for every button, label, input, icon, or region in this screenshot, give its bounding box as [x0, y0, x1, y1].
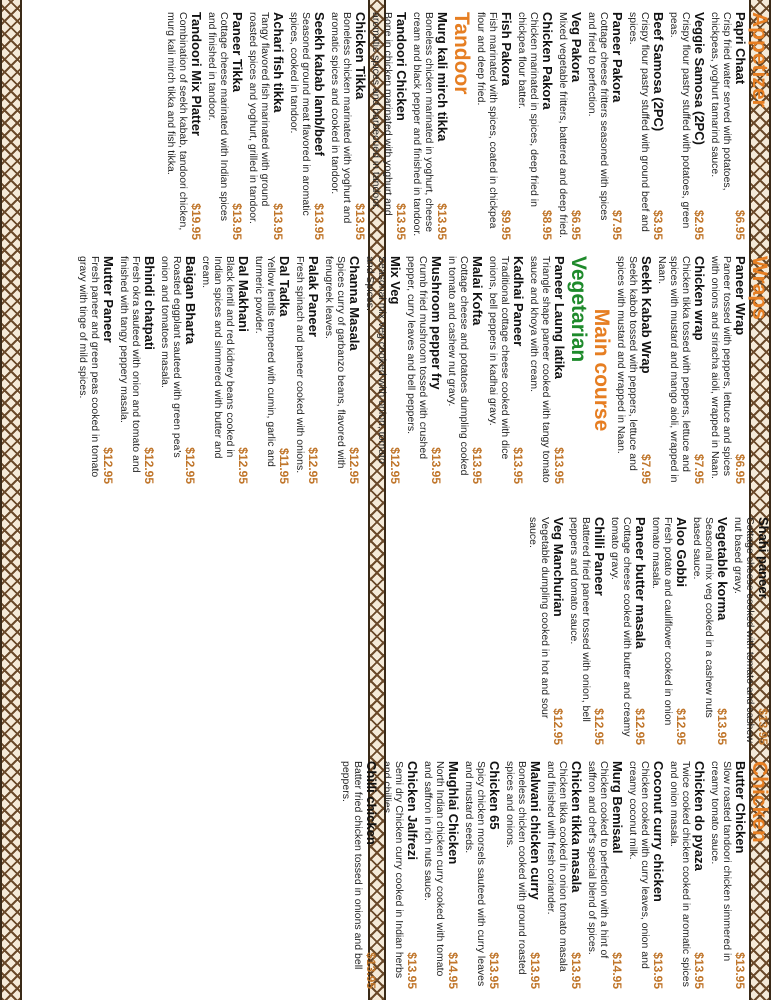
menu-item-name: Murg Bemisaal	[610, 761, 625, 854]
menu-item-description: Crisp fried water served with potatoes, chickpeas, yoghurt tamarind sauce.	[709, 12, 733, 191]
menu-item-description: Yellow lentils tempered with cumin, garlic and turmeric powder.	[253, 256, 277, 467]
menu-item-price: $2.95	[692, 209, 706, 240]
menu-item-description: Mixed vegetable fritters, battered and deep fried.	[557, 12, 569, 238]
menu-item-header	[552, 256, 567, 484]
menu-item-header	[610, 12, 625, 240]
menu-item-description: Boneless chicken cooked with ground roasted spices and onions.	[504, 761, 528, 975]
menu-column	[75, 250, 771, 490]
menu-item-price: $13.95	[435, 203, 449, 240]
menu-item-price: $6.95	[733, 453, 747, 484]
menu-item-name: Shahi paneer	[756, 517, 771, 599]
menu-item-description: Battered fried paneer tossed with onion, bell peppers and tomato sauce.	[568, 517, 592, 722]
menu-item	[668, 761, 707, 989]
menu-item-description: Chicken tikka tossed with peppers, lettuce and spices with mustard and mango aioli, wrapped in Naan.	[656, 256, 692, 483]
menu-item-name: Seekh kabab lamb/beef	[312, 12, 327, 156]
menu-item-price: $8.95	[540, 209, 554, 240]
menu-item-price: $12.95	[347, 447, 361, 484]
menu-item-description: Bone in chicken marinated with yoghurt and aromatic spices and barbecued in tandoor.	[370, 12, 394, 216]
menu-item	[329, 12, 368, 240]
menu-item-price: $9.95	[499, 209, 513, 240]
menu-item-name: Butter Chicken	[733, 761, 748, 854]
menu-item	[294, 256, 321, 484]
menu-item-name: Papri Chaat	[733, 12, 748, 85]
menu-item-description: Seasonal mix veg cooked in a cashew nuts based sauce.	[691, 517, 715, 718]
menu-column	[525, 511, 771, 751]
menu-item	[545, 761, 584, 989]
menu-item-header	[470, 256, 485, 484]
menu-item-name: Aloo Gobbi	[674, 517, 689, 588]
menu-item	[381, 761, 420, 989]
menu-item-name: Fish Pakora	[499, 12, 514, 86]
menu-item-header	[101, 256, 116, 484]
menu-item-name: Chicken tikka masala	[569, 761, 584, 893]
menu-item-name: Kadhai Paneer	[511, 256, 526, 347]
menu-item-price: $13.95	[487, 952, 501, 989]
menu-item-price: $12.95	[236, 447, 250, 484]
menu-item-name: Chicken Jalfrezi	[405, 761, 420, 860]
menu-item-header	[569, 761, 584, 989]
menu-item	[323, 256, 362, 484]
menu-item-header	[446, 761, 461, 989]
menu-item-name: Veg Pakora	[569, 12, 584, 83]
menu-item-price: $12.95	[592, 708, 606, 745]
menu-item-header	[388, 256, 403, 484]
menu-item	[609, 517, 648, 745]
menu-item-price: $13.95	[715, 708, 729, 745]
menu-item-price: $13.95	[394, 203, 408, 240]
menu-item-name: Chicken 65	[487, 761, 502, 830]
menu-item-name: Seekh Kabab Wrap	[639, 256, 654, 374]
menu-item-description: Cottage cheese marinated with Indian spices and finished in tandoor.	[206, 12, 230, 221]
menu-item-header	[715, 517, 730, 745]
menu-item-description: Vegetable dumpling cooked in hot and sour sauce.	[527, 517, 551, 719]
menu-item-name: Chilli Paneer	[592, 517, 607, 596]
menu-item-name: Vegetable korma	[715, 517, 730, 621]
menu-item-description: Seasonal mix veg cooked with onion, tomato and Spices.	[364, 256, 388, 464]
menu-item	[340, 761, 379, 989]
menu-item-name: Mix Veg	[388, 256, 403, 305]
menu-item-header	[592, 517, 607, 745]
section-title-tandoor: Tandoor	[450, 12, 473, 95]
menu-item-name: Tandoori Chicken	[394, 12, 409, 121]
menu-item-description: Chicken cooked to perfection with a hint of saffron and chef's special blend of spices.	[586, 761, 610, 959]
menu-item	[206, 12, 245, 240]
menu-item-description: Cottage cheese cooked with tomato and cashew nut based gravy.	[732, 517, 756, 743]
menu-item	[463, 761, 502, 989]
menu-item-description: Chicken tikka cooked in onion tomato masala and finished with fresh coriander.	[545, 761, 569, 972]
menu-item	[691, 517, 730, 745]
menu-item-description: Twice cooked chicken cooked in aromatic spices and onion masala.	[668, 761, 692, 987]
menu-item	[370, 12, 409, 240]
section-title-wraps: Wraps	[748, 256, 771, 320]
menu-item-name: Paneer Laung latika	[552, 256, 567, 379]
menu-item-header	[499, 12, 514, 240]
menu-item-description: Fresh okra sauteed with onion and tomato and finished with tangy peppery masala.	[118, 256, 142, 473]
menu-item-description: Cottage cheese cooked with butter and creamy tomato gravy.	[609, 517, 633, 737]
menu-item-header	[610, 761, 625, 989]
menu-item-price: $13.95	[569, 952, 583, 989]
menu-item-description: Cottage cheese and potatoes dumpling cooked in tomato and cashew nut gravy.	[446, 256, 470, 476]
menu-page-right	[0, 505, 771, 1000]
menu-item-description: Chicken marinated in spices, deep fried in chickpea flour batter.	[516, 12, 540, 207]
menu-item-price: $13.95	[429, 447, 443, 484]
menu-item-header	[633, 517, 648, 745]
menu-item-description: Fresh potato and cauliflower cooked in onion tomato masala.	[650, 517, 674, 726]
menu-item-description: Crispy flour pastry stuffed with ground beef and spices.	[627, 12, 651, 232]
menu-item-name: Veg Manchurian	[551, 517, 566, 617]
menu-item-header	[306, 256, 321, 484]
menu-item-price: $13.95	[405, 952, 419, 989]
menu-item-description: Triangle shape paneer cooked with tangy tomato sauce and khoya with cream.	[528, 256, 552, 483]
menu-item-header	[405, 761, 420, 989]
menu-item	[288, 12, 327, 240]
menu-item-price: $7.95	[610, 209, 624, 240]
menu-item-price: $14.95	[610, 952, 624, 989]
menu-item-name: Bhindi chatpati	[142, 256, 157, 350]
menu-item	[159, 256, 198, 484]
menu-page-left	[0, 0, 771, 495]
menu-item-header	[692, 12, 707, 240]
menu-item-name: Malwani chicken curry	[528, 761, 543, 900]
menu-item-header	[692, 256, 707, 484]
menu-item-price: $13.95	[552, 447, 566, 484]
menu-item	[516, 12, 555, 240]
menu-item-header	[733, 12, 748, 240]
menu-item-price: $13.95	[511, 447, 525, 484]
menu-item	[709, 761, 748, 989]
section-title-main-course: Main course	[590, 308, 613, 432]
menu-item-name: Baigan Bharta	[183, 256, 198, 345]
menu-item-price: $13.95	[733, 952, 747, 989]
menu-item-description: North Indian chicken curry cooked with tomato and saffron in rich nuts sauce.	[422, 761, 446, 977]
menu-item	[77, 256, 116, 484]
menu-item	[557, 12, 584, 240]
menu-item-header	[236, 256, 251, 484]
menu-item-header	[639, 256, 654, 484]
menu-item-name: Chicken Tikka	[353, 12, 368, 100]
menu-item-header	[183, 256, 198, 484]
menu-item-name: Beef Samosa (2PC)	[651, 12, 666, 132]
menu-item	[627, 12, 666, 240]
menu-item-description: Fish marinated with spices, coated in chickpea flour and deep fried.	[475, 12, 499, 229]
menu-item-header	[189, 12, 204, 240]
menu-item-description: Combination of seekh kabab, tandoori chicken, murg kali mirch tikka and fish tikka.	[165, 12, 189, 231]
menu-item-price: $12.95	[674, 708, 688, 745]
menu-item	[422, 761, 461, 989]
menu-item	[165, 12, 204, 240]
section-title-chicken: Chicken	[748, 761, 771, 843]
menu-item	[475, 12, 514, 240]
menu-item-description: Spices curry of garbanzo beans, flavored with fenugreek leaves.	[323, 256, 347, 469]
menu-item-price: $7.95	[692, 453, 706, 484]
menu-item-name: Chicken Pakora	[540, 12, 555, 110]
menu-item-price: $11.95	[277, 447, 291, 484]
section-title-appetizer: Appetizer	[748, 12, 771, 108]
menu-item-header	[540, 12, 555, 240]
menu-item	[568, 517, 607, 745]
menu-item-name: Palak Paneer	[306, 256, 321, 337]
menu-item	[200, 256, 251, 484]
menu-item	[247, 12, 286, 240]
menu-item-name: Paneer Pakora	[610, 12, 625, 103]
menu-item-header	[733, 256, 748, 484]
menu-item-header	[429, 256, 444, 484]
menu-item	[668, 12, 707, 240]
menu-item-description: Boneless chicken marinated with yoghurt and aromatic spices and cooked in tandoor.	[329, 12, 353, 224]
menu-item-description: Fresh spinach and paneer cooked with onions.	[294, 256, 306, 474]
menu-item	[586, 12, 625, 240]
menu-item-header	[230, 12, 245, 240]
menu-item-price: $13.95	[756, 708, 770, 745]
menu-item-header	[142, 256, 157, 484]
menu-item-description: Boneless chicken marinated in yoghurt, cheese cream and black pepper and finished in tandoor.	[411, 12, 435, 237]
menu-item-price: $12.95	[101, 447, 115, 484]
menu-item-header	[651, 12, 666, 240]
menu-item-header	[347, 256, 362, 484]
menu-item-name: Channa Masala	[347, 256, 362, 351]
menu-item-description: Fresh paneer and green peas cooked in tomato gravy with tinge of mild spices.	[77, 256, 101, 478]
menu-item	[446, 256, 485, 484]
menu-item-header	[435, 12, 450, 240]
menu-item-price: $13.95	[364, 952, 378, 989]
menu-item-name: Mughlai Chicken	[446, 761, 461, 865]
menu-item	[709, 256, 748, 484]
menu-item-description: Spicy chicken morsels sauteed with curry leaves and mustard seeds.	[463, 761, 487, 987]
menu-item-price: $13.95	[470, 447, 484, 484]
menu-item-header	[733, 761, 748, 989]
menu-item-header	[569, 12, 584, 240]
menu-item-name: Achari fish tikka	[271, 12, 286, 113]
menu-item-description: Paneer tossed with peppers, lettuce and spices with onions and sriracha aioli, wrapped in Naan.	[709, 256, 733, 479]
menu-column	[338, 755, 771, 995]
menu-item-price: $12.95	[551, 708, 565, 745]
menu-item-price: $12.95	[388, 447, 402, 484]
menu-item	[615, 256, 654, 484]
menu-item-header	[487, 761, 502, 989]
menu-item-price: $13.95	[312, 203, 326, 240]
menu-item-description: Black lentil and red kidney beans cooked in Indian spices and simmered with butter and cream.	[200, 256, 236, 459]
menu-item-name: Malai Kofta	[470, 256, 485, 326]
menu-item-price: $3.95	[651, 209, 665, 240]
menu-item	[487, 256, 526, 484]
menu-item-price: $12.95	[142, 447, 156, 484]
menu-item-description: Seekh kabob tossed with peppers, lettuce and spices with mustard and wrapped in Naan.	[615, 256, 639, 471]
menu-item-price: $13.95	[230, 203, 244, 240]
menu-item-header	[312, 12, 327, 240]
menu-item-name: Dal Tadka	[277, 256, 292, 317]
menu-column	[163, 6, 771, 246]
menu-item	[405, 256, 444, 484]
menu-item-header	[394, 12, 409, 240]
menu-item-header	[651, 761, 666, 989]
menu-item	[504, 761, 543, 989]
menu-item	[586, 761, 625, 989]
menu-item-name: Chilli chicken	[364, 761, 379, 845]
menu-item-header	[511, 256, 526, 484]
menu-item-name: Veggie Samosa (2PC)	[692, 12, 707, 145]
menu-item-name: Mutter Paneer	[101, 256, 116, 343]
menu-item-price: $6.95	[733, 209, 747, 240]
menu-item-name: Paneer Tikka	[230, 12, 245, 92]
menu-item-name: Paneer butter masala	[633, 517, 648, 649]
menu-item-header	[674, 517, 689, 745]
menu-item-description: Chicken cooked with curry leaves, onion and creamy coconut milk.	[627, 761, 651, 969]
menu-item-name: Mushroom pepper fry	[429, 256, 444, 390]
menu-item-price: $13.95	[692, 952, 706, 989]
menu-item-name: Tandoori Mix Platter	[189, 12, 204, 136]
menu-item-price: $13.95	[528, 952, 542, 989]
menu-item-header	[528, 761, 543, 989]
menu-item-name: Chicken wrap	[692, 256, 707, 341]
menu-item-description: Slow roasted tandoori chicken simmered in creamy tomato sauce.	[709, 761, 733, 962]
menu-item-header	[551, 517, 566, 745]
menu-item-price: $12.95	[183, 447, 197, 484]
menu-item	[709, 12, 748, 240]
menu-item-description: Cottage cheese fritters seasoned with spices and fried to perfection.	[586, 12, 610, 221]
menu-item-price: $12.95	[306, 447, 320, 484]
menu-item	[527, 517, 566, 745]
menu-item-description: Roasted eggplant sauteed with green pea's onion and tomatoes masala.	[159, 256, 183, 458]
menu-item-header	[271, 12, 286, 240]
menu-item-description: Crumb fried mushroom tossed with crushed pepper, curry leaves and bell peppers.	[405, 256, 429, 460]
menu-item-description: Tangy flavored fish marinated with ground roasted spices and yoghurt, grilled in tandoor.	[247, 12, 271, 224]
menu-item-description: Semi dry Chicken curry cooked in Indian herbs and chillies.	[381, 761, 405, 979]
menu-item-name: Coconut curry chicken	[651, 761, 666, 902]
menu-item-price: $13.95	[271, 203, 285, 240]
menu-item	[253, 256, 292, 484]
menu-item-name: Paneer Wrap	[733, 256, 748, 336]
menu-item-price: $14.95	[446, 952, 460, 989]
menu-item-description: Crispy flour pastry stuffed with potatoes, green peas.	[668, 12, 692, 229]
section-title-vegetarian: Vegetarian	[567, 256, 590, 363]
menu-item-price: $13.95	[651, 952, 665, 989]
menu-item	[650, 517, 689, 745]
menu-item-name: Murg kali mirch tikka	[435, 12, 450, 142]
menu-item-price: $6.95	[569, 209, 583, 240]
menu-item	[364, 256, 403, 484]
menu-item-price: $19.95	[189, 203, 203, 240]
menu-item-name: Chicken do pyaza	[692, 761, 707, 871]
menu-item-price: $7.95	[639, 453, 653, 484]
menu-item-price: $12.95	[633, 708, 647, 745]
menu-item-header	[353, 12, 368, 240]
menu-item-header	[692, 761, 707, 989]
menu-item-name: Dal Makhani	[236, 256, 251, 332]
menu-item-header	[364, 761, 379, 989]
menu-item-price: $13.95	[353, 203, 367, 240]
menu-item-header	[756, 517, 771, 745]
menu-item-header	[277, 256, 292, 484]
menu-item	[627, 761, 666, 989]
menu-item	[118, 256, 157, 484]
menu-item	[656, 256, 707, 484]
menu-item-description: Seasoned ground meat flavored in aromatic spices, cooked in tandoor.	[288, 12, 312, 216]
menu-item-description: Traditional cottage cheese cooked with dice onions, bell peppers in kadhai gravy.	[487, 256, 511, 460]
menu-item-description: Batter fried chicken tossed in onions and bell peppers.	[340, 761, 364, 970]
menu-item	[732, 517, 771, 745]
menu-item	[528, 256, 567, 484]
menu-item	[411, 12, 450, 240]
